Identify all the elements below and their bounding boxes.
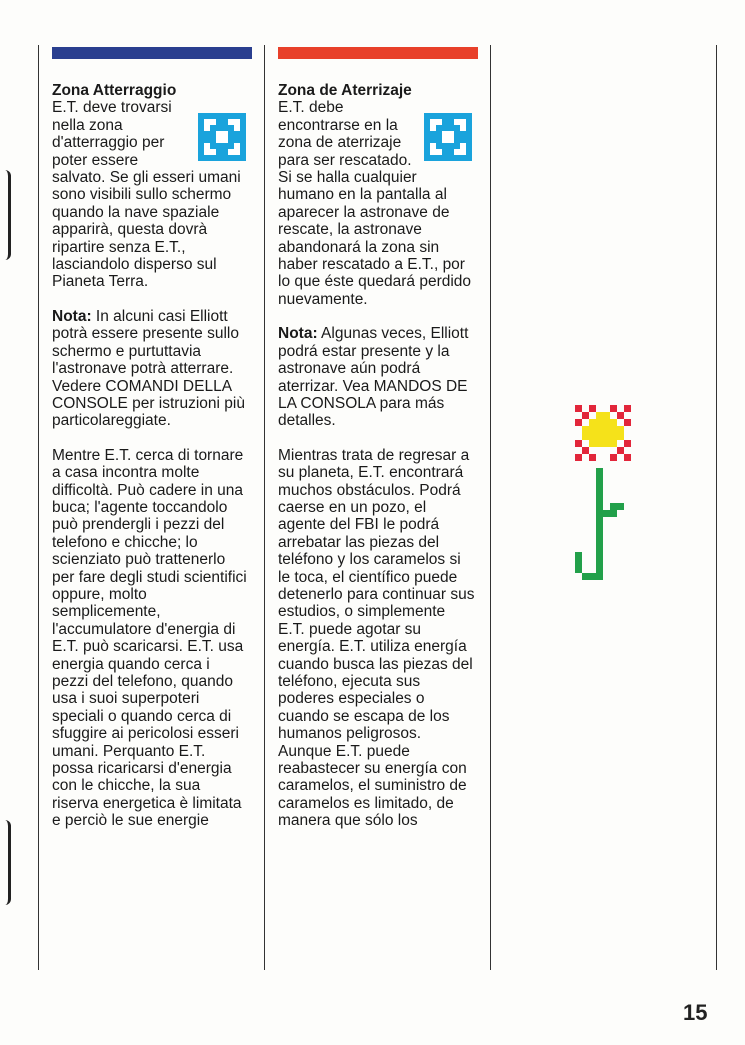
italian-note xyxy=(52,308,250,430)
column-rule-middle xyxy=(264,45,265,970)
spanish-note-label: Nota: xyxy=(278,325,318,343)
italian-paragraph-landing: E.T. deve trovarsi nella zona d'atterraggio per poter essere salvato. Se gli esseri umani sono visibili sullo schermo quando la nave spaziale apparirà, questa dovrà ripartire senza E.T., lasciandolo disperso sul Pianeta Terra. xyxy=(52,99,241,291)
spanish-paragraph-obstacles: Mientras trata de regresar a su planeta, E.T. encontrará muchos obstáculos. Podrá caerse en un pozo, el agente del FBI le podrá arrebatar las piezas del teléfono y los caramelos si le toca, el científico puede detenerlo para continuar sus estudios, o simplemente E.T. puede agotar su energía. E.T. utiliza energía cuando busca las piezas del teléfono, ejecuta sus poderes especiales o cuando se escapa de los humanos peligrosos. Aunque E.T. puede reabastecer su energía con caramelos, el suministro de caramelos es limitado, de manera que sólo los xyxy=(278,446,475,830)
landing-zone-icon xyxy=(198,113,246,161)
italian-note-label: Nota: xyxy=(52,307,92,325)
landing-zone-icon xyxy=(424,113,472,161)
italian-note-text: In alcuni casi Elliott potrà essere presente sullo schermo e purtuttavia l'astronave potrà atterrare. Vedere COMANDI DELLA CONSOLE per istruzioni più particolareggiate. xyxy=(52,307,245,430)
italian-paragraph-obstacles: Mentre E.T. cerca di tornare a casa incontra molte difficoltà. Può cadere in una buca; l'agente toccandolo può prendergli i pezzi del telefono e chicche; lo scienziato può trattenerlo per fare degli studi scientifici oppure, molto semplicemente, l'accumulatore d'energia di E.T. può scaricarsi. E.T. usa energia quando cerca i pezzi del telefono, quando usa i suoi superpoteri speciali o quando cerca di sfuggire ai pericolosi esseri umani. Perquanto E.T. possa ricaricarsi d'energia con le chicche, la sua riserva energetica è limitata e perciò le sue energie xyxy=(52,446,247,830)
binding-edge-top xyxy=(0,170,11,260)
column-rule-far-right xyxy=(716,45,717,970)
flower-icon xyxy=(575,405,631,587)
spanish-heading: Zona de Aterrizaje xyxy=(278,82,412,99)
italian-heading: Zona Atterraggio xyxy=(52,82,177,99)
column-rule-right xyxy=(490,45,491,970)
page-number: 15 xyxy=(683,1000,708,1025)
spanish-paragraph-landing: E.T. debe encontrarse en la zona de aterrizaje para ser rescatado. Si se halla cualquier humano en la pantalla al aparecer la astronave de rescate, la astronave abandonará la zona sin haber rescatado a E.T., por lo que éste quedará perdido nuevamente. xyxy=(278,99,472,308)
spanish-note-text: Algunas veces, Elliott podrá estar presente y la astronave aún podrá aterrizar. Vea MANDOS DE LA CONSOLA para más detalles. xyxy=(278,325,469,430)
spanish-column xyxy=(278,82,476,847)
italian-color-bar xyxy=(52,47,252,59)
spanish-color-bar xyxy=(278,47,478,59)
column-rule-left xyxy=(38,45,39,970)
italian-column xyxy=(52,82,250,847)
binding-edge-bottom xyxy=(0,820,11,905)
spanish-note xyxy=(278,325,476,429)
